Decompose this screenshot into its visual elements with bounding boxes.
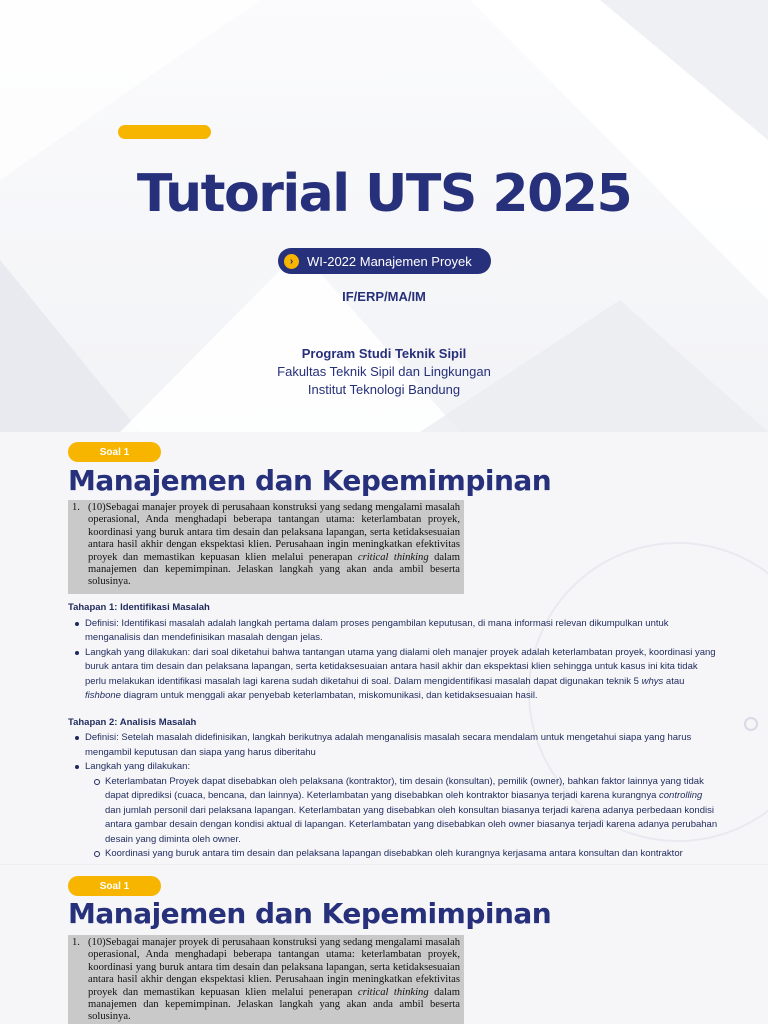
- step-2-heading: Tahapan 2: Analisis Masalah: [68, 716, 197, 728]
- study-program: Program Studi Teknik Sipil: [301, 346, 467, 361]
- slide-soal-1: [0, 432, 768, 864]
- list-item: Langkah yang dilakukan: dari soal diketahui bahwa tantangan utama yang dialami oleh manajer proyek adalah keterlambatan proyek, koordinasi yang buruk antara tim desain dan pelaksana lapangan, serta ketidaksesuaian antara hasil akhir dan ekspektasi klien sehingga untuk kasus ini kita tidak perlu melakukan identifikasi masalah lagi karena sudah diketahui di soal. Dalam mengidentifikasi masalah dapat digunakan teknik 5 whys atau fishbone diagram untuk menggali akar penyebab keterlambatan, miskomunikasi, dan ketidaksesuaian hasil.: [68, 646, 718, 704]
- chevron-right-icon: ›: [284, 254, 299, 269]
- list-item: Langkah yang dilakukan: Keterlambatan Proyek dapat disebabkan oleh pelaksana (kontraktor), tim desain (konsultan), pemilik (owner), bahkan faktor lainnya yang tidak dapat diprediksi (cuaca, bencana, dan lainnya). Keterlambatan yang disebabkan oleh kontraktor biasanya terjadi karena kurangnya controlling dan jumlah personil dari pelaksana lapangan. Keterlambatan yang disebabkan oleh konsultan biasanya terjadi karena adanya perbedaan kondisi antara gambar desain dengan kondisi aktual di lapangan. Keterlambatan yang disebabkan oleh owner biasanya terjadi karena adanya perubahan desain yang diminta oleh owner. Koordinasi yang buruk antara tim desain dan pelaksana lapangan disebabkan oleh kurangnya kerjasama antara konsultan dan kontraktor: [68, 760, 718, 862]
- question-number: 1.: [72, 502, 80, 513]
- sub-list-item: Koordinasi yang buruk antara tim desain dan pelaksana lapangan disebabkan oleh kurangnya kerjasama antara konsultan dan kontraktor: [85, 847, 718, 862]
- cover-accent-bar: [118, 125, 211, 139]
- step-1-list: [68, 617, 718, 704]
- step-2-list: [68, 731, 718, 862]
- answer-content: [68, 601, 718, 862]
- cover-title: Tutorial UTS 2025: [136, 164, 632, 224]
- step-1-heading: Tahapan 1: Identifikasi Masalah: [68, 602, 210, 613]
- question-box: [68, 935, 464, 1024]
- institution-block: [0, 345, 768, 399]
- soal-badge: Soal 1: [68, 876, 161, 896]
- question-text: (10)Sebagai manajer proyek di perusahaan konstruksi yang sedang mengalami masalah operasional, Anda menghadapi beberapa tantangan utama: keterlambatan proyek, koordinasi yang buruk antara tim desain dan pelaksana lapangan, serta ketidaksesuaian antara hasil akhir dengan ekspektasi klien. Perusahaan ingin meningkatkan efektivitas proyek dan memastikan kepuasan klien melalui penerapan critical thinking dalam manajemen dan kepemimpinan. Jelaskan langkah yang akan anda ambil beserta solusinya.: [88, 937, 460, 1023]
- soal-badge: Soal 1: [68, 442, 161, 462]
- institute-name: Institut Teknologi Bandung: [307, 382, 461, 397]
- decorative-dot: [744, 717, 758, 731]
- faculty-name: Fakultas Teknik Sipil dan Lingkungan: [277, 364, 491, 379]
- slide-title: Manajemen dan Kepemimpinan: [68, 464, 552, 497]
- question-number: 1.: [72, 937, 80, 948]
- program-codes: IF/ERP/MA/IM: [342, 289, 426, 304]
- question-box: [68, 500, 464, 594]
- slide-title: Manajemen dan Kepemimpinan: [68, 897, 552, 930]
- question-text: (10)Sebagai manajer proyek di perusahaan konstruksi yang sedang mengalami masalah operasional, Anda menghadapi beberapa tantangan utama: keterlambatan proyek, koordinasi yang buruk antara tim desain dan pelaksana lapangan, serta ketidaksesuaian antara hasil akhir dengan ekspektasi klien. Perusahaan ingin meningkatkan efektivitas proyek dan memastikan kepuasan klien melalui penerapan critical thinking dalam manajemen dan kepemimpinan. Jelaskan langkah yang akan anda ambil beserta solusinya.: [88, 502, 460, 588]
- list-item: Definisi: Setelah masalah didefinisikan, langkah berikutnya adalah menganalisis masalah secara mendalam untuk mengetahui siapa yang harus mengambil keputusan dan siapa yang harus diberitahu: [68, 731, 718, 760]
- step-2-sublist: [85, 775, 718, 862]
- list-item: Definisi: Identifikasi masalah adalah langkah pertama dalam proses pengambilan keputusan, di mana informasi relevan dikumpulkan untuk menganalisis dan mendefinisikan masalah dengan jelas.: [68, 617, 718, 646]
- course-label: WI-2022 Manajemen Proyek: [307, 253, 472, 269]
- sub-list-item: Keterlambatan Proyek dapat disebabkan oleh pelaksana (kontraktor), tim desain (konsultan), pemilik (owner), bahkan faktor lainnya yang tidak dapat diprediksi (cuaca, bencana, dan lainnya). Keterlambatan yang disebabkan oleh kontraktor biasanya terjadi karena kurangnya controlling dan jumlah personil dari pelaksana lapangan. Keterlambatan yang disebabkan oleh konsultan biasanya terjadi karena adanya perbedaan kondisi antara gambar desain dengan kondisi aktual di lapangan. Keterlambatan yang disebabkan oleh owner biasanya terjadi karena adanya perubahan desain yang diminta oleh owner.: [85, 775, 718, 848]
- cover-slide: [0, 0, 768, 432]
- slide-soal-1-repeat: [0, 864, 768, 1024]
- course-pill: [278, 248, 491, 274]
